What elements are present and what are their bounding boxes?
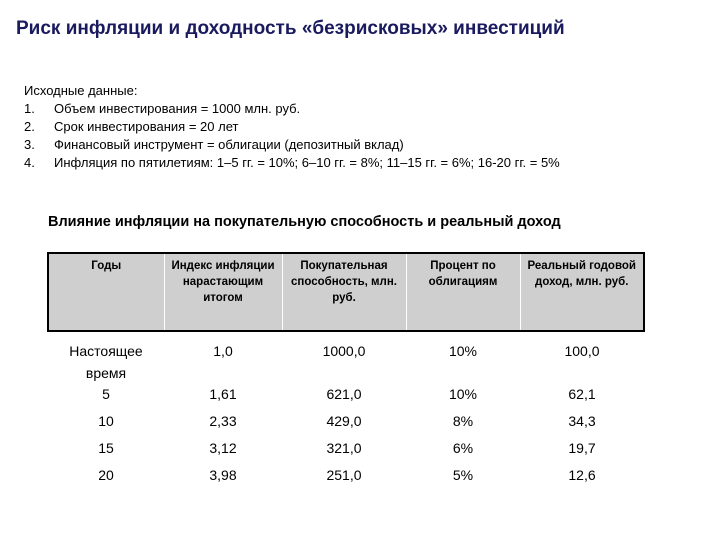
slide-title: Риск инфляции и доходность «безрисковых» инвестиций	[16, 18, 565, 39]
source-data-item	[24, 136, 714, 154]
cell-inflation-index: 1,61	[209, 386, 237, 402]
inflation-table	[47, 252, 645, 494]
item-text: Финансовый инструмент = облигации (депозитный вклад)	[54, 137, 404, 152]
item-number: 4.	[24, 155, 35, 170]
cell-years: 20	[98, 467, 114, 483]
header-years: Годы	[48, 253, 164, 331]
table-header-row	[48, 253, 644, 331]
source-data-heading: Исходные данные:	[24, 83, 138, 98]
cell-inflation-index: 1,0	[213, 343, 233, 359]
cell-purchasing-power: 321,0	[326, 440, 362, 456]
table-row	[48, 331, 644, 386]
source-data-item	[24, 118, 714, 136]
item-text: Инфляция по пятилетиям: 1–5 гг. = 10%; 6–10 гг. = 8%; 11–15 гг. = 6%; 16-20 гг. = 5%	[54, 155, 560, 170]
cell-years: Настоящее время	[69, 343, 143, 381]
table-row	[48, 386, 644, 413]
cell-inflation-index: 2,33	[209, 413, 237, 429]
cell-inflation-index: 3,98	[209, 467, 237, 483]
cell-years: 5	[102, 386, 110, 402]
cell-bond-rate: 8%	[452, 413, 474, 429]
header-inflation-index: Индекс инфляции нарастающим итогом	[164, 253, 282, 331]
header-purchasing-power: Покупательная способность, млн. руб.	[282, 253, 406, 331]
cell-purchasing-power: 621,0	[326, 386, 362, 402]
item-number: 1.	[24, 101, 35, 116]
cell-purchasing-power: 1000,0	[322, 343, 366, 359]
cell-real-income: 34,3	[568, 413, 596, 429]
source-data-item	[24, 154, 714, 172]
source-data-block	[24, 82, 714, 172]
item-number: 2.	[24, 119, 35, 134]
cell-real-income: 12,6	[568, 467, 596, 483]
item-number: 3.	[24, 137, 35, 152]
header-real-income: Реальный годовой доход, млн. руб.	[520, 253, 644, 331]
cell-bond-rate: 10%	[448, 343, 478, 359]
cell-real-income: 19,7	[568, 440, 596, 456]
table-title: Влияние инфляции на покупательную способность и реальный доход	[48, 214, 561, 230]
table-row	[48, 467, 644, 494]
cell-years: 15	[98, 440, 114, 456]
inflation-table-container	[47, 252, 643, 494]
item-text: Срок инвестирования = 20 лет	[54, 119, 239, 134]
source-data-item	[24, 100, 714, 118]
cell-bond-rate: 5%	[452, 467, 474, 483]
cell-purchasing-power: 429,0	[326, 413, 362, 429]
cell-inflation-index: 3,12	[209, 440, 237, 456]
header-bond-rate: Процент по облигациям	[406, 253, 520, 331]
table-row	[48, 440, 644, 467]
cell-years: 10	[98, 413, 114, 429]
cell-bond-rate: 6%	[452, 440, 474, 456]
table-row	[48, 413, 644, 440]
cell-real-income: 100,0	[564, 343, 600, 359]
item-text: Объем инвестирования = 1000 млн. руб.	[54, 101, 301, 116]
cell-real-income: 62,1	[568, 386, 596, 402]
cell-bond-rate: 10%	[448, 386, 478, 402]
cell-purchasing-power: 251,0	[326, 467, 362, 483]
